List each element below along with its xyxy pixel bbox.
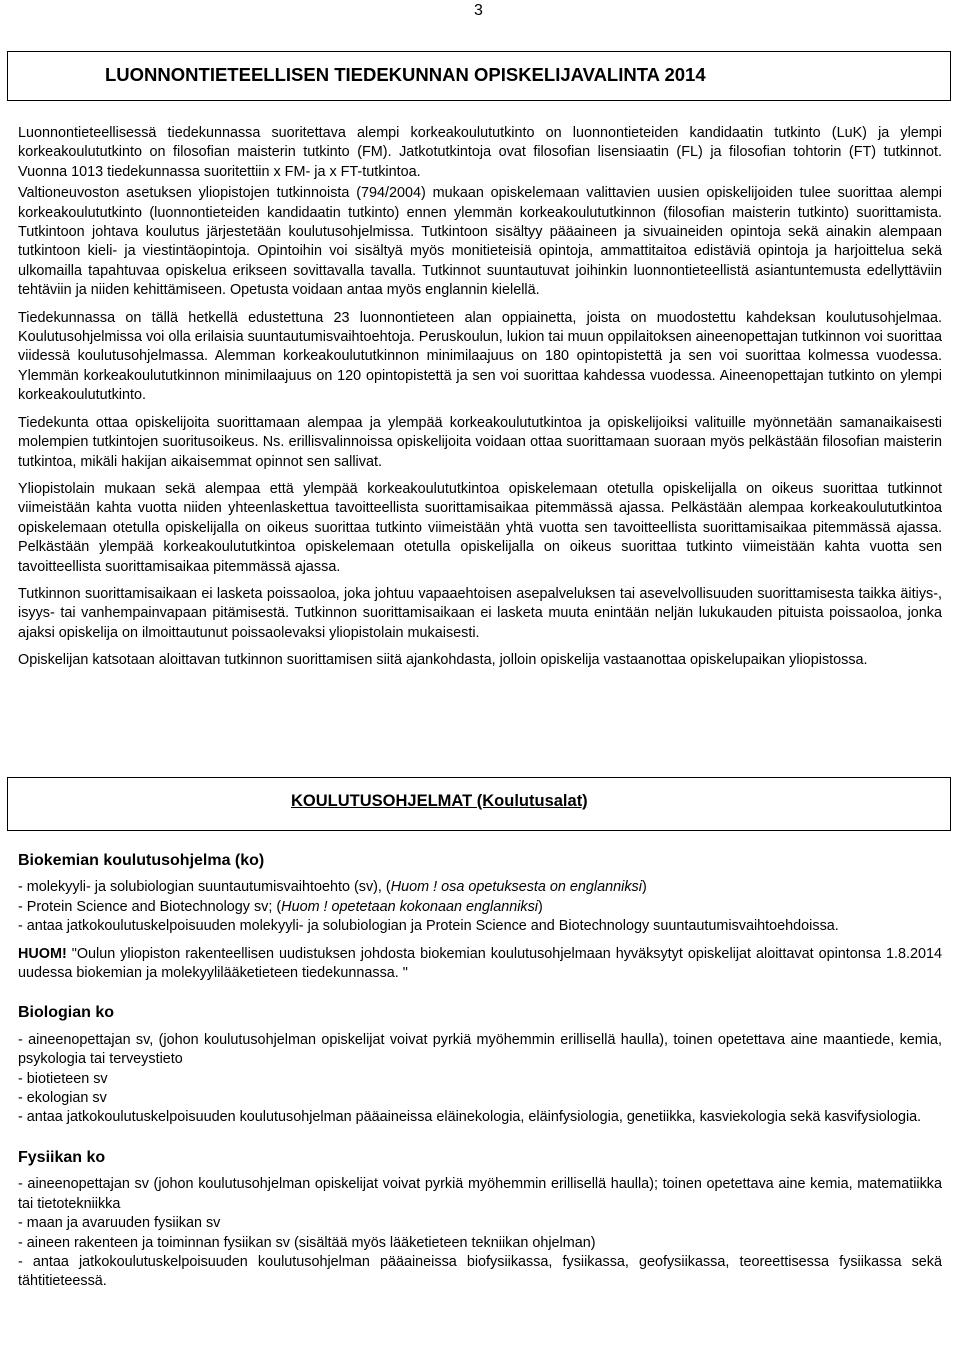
section-heading-box: [7, 777, 951, 831]
paragraph: Tiedekunta ottaa opiskelijoita suorittamaan alempaa ja ylempää korkeakoulututkintoa ja opiskelijoiksi valituille myönnetään samanaikaisesti molempien tutkintojen suoritusoikeus. Ns. erillisvalinnoissa opiskelijoita voidaan ottaa suorittamaan suoraan myös pelkästään filosofian maisterin tutkintoa, mikäli hakijan aikaisemmat opinnot sen sallivat.: [18, 414, 942, 470]
section-title: KOULUTUSOHJELMAT (Koulutusalat): [291, 792, 588, 810]
page-number: 3: [474, 2, 483, 19]
program-biochemistry: [18, 851, 942, 983]
programs-list: [18, 851, 942, 1312]
program-item: - ekologian sv: [18, 1090, 107, 1107]
program-item: - aineenopettajan sv, (johon koulutusohjelman opiskelijat voivat pyrkiä myöhemmin erillisellä haulla), toinen opetettava aine maantiede, kemia, psykologia tai terveystieto: [18, 1031, 942, 1068]
paragraph: Luonnontieteellisessä tiedekunnassa suoritettava alempi korkeakoulututkinto on luonnontieteiden kandidaatin tutkinto (LuK) ja ylempi korkeakoulututkinto on filosofian maisterin tutkinto (FM). Jatkotutkintoja ovat filosofian lisensiaatin (FL) ja filosofian tohtorin (FT) tutkinnot. Vuonna 1013 tiedekunnassa suoritettiin x FM- ja x FT-tutkintoa.: [18, 125, 942, 180]
paragraph: Valtioneuvoston asetuksen yliopistojen tutkinnoista (794/2004) mukaan opiskelemaan valittavien uusien opiskelijoiden tulee suorittaa alempi korkeakoulututkinto (luonnontieteiden kandidaatin tutkinto) ennen ylemmän korkeakoulututkinnon (filosofian maisterin tutkinto) suorittamista. Tutkintoon johtava koulutus järjestetään koulutusohjelmissa. Tutkintoon sisältyy pääaineen ja sivuaineiden opintoja sekä ainakin alempaan tutkintoon kieli- ja viestintäopintoja. Opintoihin voi sisältyä myös monitieteisiä opintoja, ammattitaitoa edistäviä opintoja ja harjoittelua sekä ulkomailla tapahtuvaa opiskelua erikseen sovittavalla tavalla. Tutkinnot suuntautuvat joihinkin luonnontieteellistä asiantuntemusta edellyttäviin tehtäviin ja niiden kehittämiseen. Opetusta voidaan antaa myös englannin kielellä.: [18, 185, 942, 299]
intro-text: [18, 124, 942, 679]
program-physics: [18, 1148, 942, 1292]
program-item: - molekyyli- ja solubiologian suuntautumisvaihtoehto (sv), (Huom ! osa opetuksesta on englanniksi): [18, 879, 647, 896]
program-heading: Biokemian koulutusohjelma (ko): [18, 852, 265, 869]
program-item: - aineenopettajan sv (johon koulutusohjelman opiskelijat voivat pyrkiä myöhemmin erillisellä haulla); toinen opetettava aine kemia, matematiikka tai tietotekniikka: [18, 1176, 942, 1212]
paragraph: Yliopistolain mukaan sekä alempaa että ylempää korkeakoulututkintoa opiskelemaan otetulla opiskelijalla on oikeus suorittaa tutkinnot viimeistään kahta vuotta niiden yhteenlaskettua tavoitteellista suorittamisaikaa pitemmässä ajassa. Pelkästään alempaa korkeakoulututkintoa opiskelemaan otetulla opiskelijalla on oikeus suorittaa tutkinto viimeistään yhtä vuotta sen tavoitteellista suorittamisaikaa pitemmässä ajassa. Pelkästään ylempää korkeakoulututkintoa opiskelemaan otetulla opiskelijalla on oikeus suorittaa tutkinto viimeistään kahta vuotta sen tavoitteellista suorittamisaikaa pitemmässä ajassa.: [18, 480, 942, 575]
program-item: - biotieteen sv: [18, 1070, 108, 1087]
program-item: - antaa jatkokoulutuskelpoisuuden koulutusohjelman pääaineissa eläinekologia, eläinfysiologia, genetiikka, kasviekologia sekä kasvifysiologia.: [18, 1109, 922, 1126]
program-item: - Protein Science and Biotechnology sv; (Huom ! opetetaan kokonaan englanniksi): [18, 898, 543, 915]
paragraph: Opiskelijan katsotaan aloittavan tutkinnon suorittamisen siitä ajankohdasta, jolloin opiskelija vastaanottaa opiskelupaikan yliopistossa.: [18, 652, 868, 669]
program-item: - antaa jatkokoulutuskelpoisuuden koulutusohjelman pääaineissa biofysiikassa, fysiikassa, geofysiikassa, teoreettisessa fysiikassa sekä tähtitieteessä.: [18, 1253, 942, 1290]
program-note: HUOM! "Oulun yliopiston rakenteellisen uudistuksen johdosta biokemian koulutusohjelmaan hyväksytyt opiskelijat aloittavat opintonsa 1.8.2014 uudessa biokemian ja molekyylilääketieteen tiedekunnassa. ": [18, 945, 942, 982]
program-item: - aineen rakenteen ja toiminnan fysiikan sv (sisältää myös lääketieteen tekniikan ohjelman): [18, 1234, 596, 1251]
program-heading: Biologian ko: [18, 1004, 114, 1022]
page-title: LUONNONTIETEELLISEN TIEDEKUNNAN OPISKELIJAVALINTA 2014: [105, 64, 706, 85]
program-biology: [18, 1003, 942, 1127]
program-item: - maan ja avaruuden fysiikan sv: [18, 1215, 221, 1232]
paragraph: Tutkinnon suorittamisaikaan ei lasketa poissaoloa, joka johtuu vapaaehtoisen asepalveluksen tai asevelvollisuuden suorittamisesta taikka äitiys-, isyys- tai vanhempainvapaan pitämisestä. Tutkinnon suorittamisaikaan ei lasketa muuta enintään neljän lukukauden pituista poissaoloa, jonka ajaksi opiskelija on ilmoittautunut poissaolevaksi yliopistolain mukaisesti.: [18, 585, 942, 641]
program-item: - antaa jatkokoulutuskelpoisuuden molekyyli- ja solubiologian ja Protein Science and Biotechnology suuntautumisvaihtoehdoissa.: [18, 918, 839, 935]
title-box: [7, 51, 951, 101]
program-heading: Fysiikan ko: [18, 1148, 106, 1166]
paragraph: Tiedekunnassa on tällä hetkellä edustettuna 23 luonnontieteen alan oppiainetta, joista on muodostettu kahdeksan koulutusohjelmaa. Koulutusohjelmissa voi olla erilaisia suuntautumisvaihtoehtoja. Peruskoulun, lukion tai muun oppilaitoksen aineenopettajan tutkinnon voi suorittaa viidessä koulutusohjelmassa. Alemman korkeakoulututkinnon minimilaajuus on 180 opintopistettä ja sen voi suorittaa kolmessa vuodessa. Ylemmän korkeakoulututkinnon minimilaajuus on 120 opintopistettä ja sen voi suorittaa kahdessa vuodessa. Aineenopettajan tutkinto on ylempi korkeakoulututkinto.: [18, 309, 942, 404]
